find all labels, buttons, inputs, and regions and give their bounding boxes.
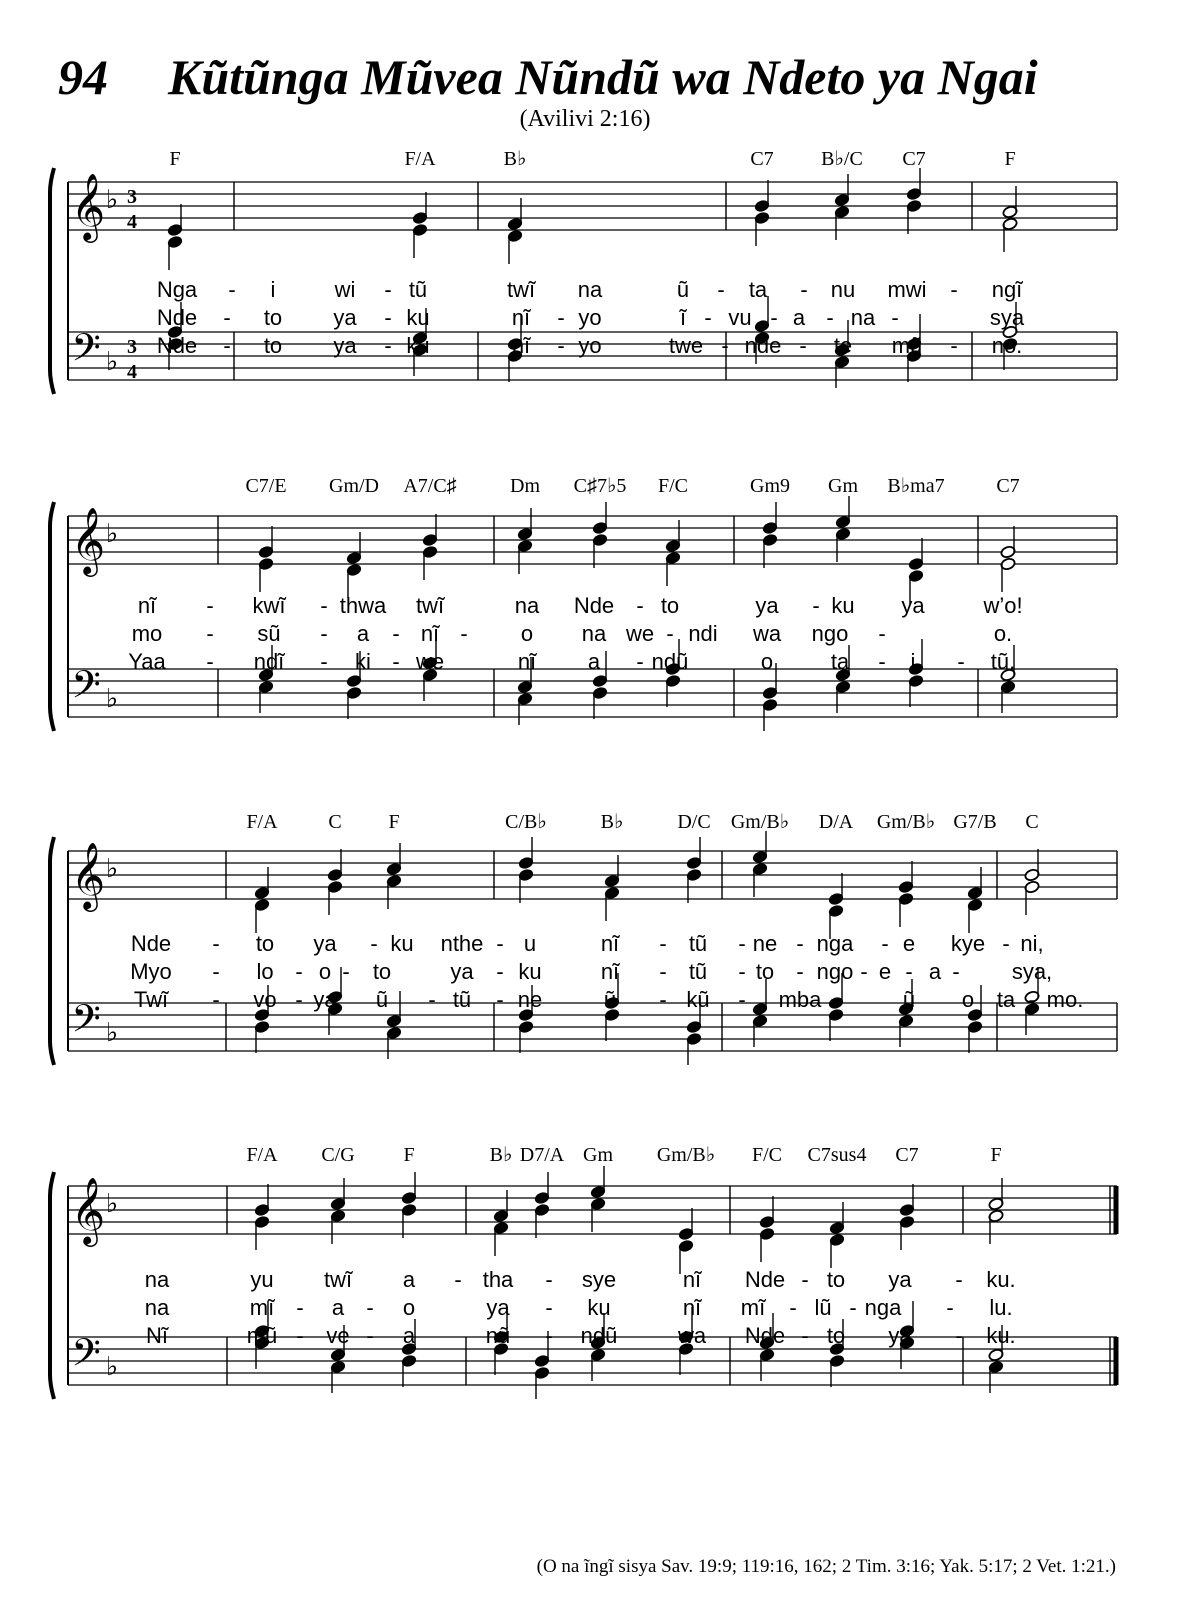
lyric-syllable: ndũ [580,1323,618,1348]
lyric-syllable: vu [728,305,752,330]
lyric-syllable: nde [744,333,782,358]
chord-symbol: F/A [246,1144,278,1166]
lyric-hyphen: - [384,333,392,358]
lyric-syllable: nĩ [600,959,620,984]
lyric-hyphen: - [206,621,214,646]
lyric-hyphen: - [950,277,958,302]
lyric-syllable: na [577,277,603,302]
chord-symbol: Dm [510,475,540,497]
lyric-hyphen: - [392,649,400,674]
lyric-syllable: o. [993,621,1013,646]
chord-symbol: Gm [828,475,858,497]
lyric-hyphen: - [704,305,712,330]
music-system [50,148,1117,394]
lyric-syllable: ũ [375,987,389,1012]
lyric-syllable: a [792,305,806,330]
lyric-hyphen: - [789,1295,797,1320]
lyric-hyphen: - [800,277,808,302]
key-signature-flat: ♭ [105,1352,119,1382]
lyric-hyphen: - [228,277,236,302]
lyric-syllable: Nde [156,333,198,358]
lyric-hyphen: - [1002,931,1010,956]
lyric-syllable: o [961,987,975,1012]
lyric-syllable: ndĩ [253,649,285,674]
chord-symbol: Gm [583,1144,613,1166]
lyric-syllable: e [878,959,892,984]
lyric-syllable: tha [482,1267,514,1292]
key-signature-flat: ♭ [105,854,119,884]
lyric-syllable: nĩ [682,1295,702,1320]
lyric-syllable: kye [950,931,986,956]
lyric-syllable: wa [677,1323,707,1348]
lyric-syllable: nĩ [137,593,157,618]
bass-clef: 𝄢 [71,325,101,379]
lyric-syllable: tũ [688,931,708,956]
lyric-syllable: na [144,1267,170,1292]
lyric-syllable: Yaa [128,649,166,674]
lyric-syllable: i [910,649,916,674]
lyric-hyphen: - [905,959,913,984]
lyric-syllable: o [520,621,534,646]
lyric-syllable: ya [755,593,779,618]
chord-symbol: B♭/C [821,148,863,170]
lyric-syllable: sye [581,1267,617,1292]
treble-clef: 𝄞 [70,841,106,909]
lyric-hyphen: - [212,959,220,984]
lyric-syllable: ndi [688,621,718,646]
chord-symbol: B♭ [600,811,624,833]
lyric-hyphen: - [428,987,436,1012]
lyric-syllable: yo [578,305,602,330]
lyric-syllable: Twĩ [133,987,169,1012]
lyric-hyphen: - [955,1323,963,1348]
lyric-syllable: twĩ [323,1267,353,1292]
lyric-syllable: kwĩ [252,593,286,618]
lyric-hyphen: - [545,1323,553,1348]
lyric-hyphen: - [796,959,804,984]
lyric-syllable: ne [517,987,543,1012]
lyric-syllable: ya [486,1295,510,1320]
lyric-syllable: a [331,1295,345,1320]
chord-symbol: Gm/B♭ [730,811,790,833]
lyric-syllable: ku [390,931,414,956]
lyric-syllable: o [402,1295,416,1320]
lyric-hyphen: - [320,593,328,618]
lyric-hyphen: - [812,593,820,618]
lyric-syllable: to [826,1267,846,1292]
music-system [50,475,1117,731]
chord-symbol: C [328,811,342,833]
lyric-syllable: sya [989,305,1025,330]
lyric-hyphen: - [295,959,303,984]
music-system [50,811,1117,1065]
lyric-syllable: ki [355,649,371,674]
lyric-syllable: to [263,333,283,358]
lyric-syllable: twĩ [415,593,445,618]
bass-clef: 𝄢 [71,996,101,1050]
time-signature-denominator: 4 [127,361,137,383]
lyric-syllable: wi [334,277,356,302]
lyric-syllable: tũ. [990,649,1016,674]
lyric-syllable: a [356,621,370,646]
lyric-hyphen: - [392,621,400,646]
lyric-syllable: mba [778,987,822,1012]
lyric-hyphen: - [666,621,674,646]
lyric-syllable: nga [864,1295,902,1320]
lyric-syllable: Nde [744,1267,786,1292]
lyric-syllable: tũ [688,959,708,984]
chord-symbol: F/A [404,148,436,170]
lyric-syllable: ku [587,1295,611,1320]
time-signature-denominator: 4 [127,211,137,233]
chord-symbol: D/A [818,811,854,833]
chord-symbol: C/B♭ [505,811,547,833]
lyric-hyphen: - [957,649,965,674]
lyric-hyphen: - [636,593,644,618]
lyric-hyphen: - [659,959,667,984]
lyric-syllable: u [523,931,537,956]
lyric-hyphen: - [878,621,886,646]
lyric-syllable: nĩ [600,931,620,956]
chord-symbol: B♭ [489,1144,513,1166]
lyric-syllable: vo [253,987,277,1012]
lyric-syllable: ũ [603,987,617,1012]
chord-symbol: C♯7♭5 [573,475,627,497]
scripture-reference: (Avilivi 2:16) [519,106,651,132]
chord-symbol: C7 [895,1144,919,1166]
chord-symbol: Gm9 [750,475,790,497]
lyric-syllable: ngo [816,959,854,984]
lyric-syllable: nĩ [511,305,531,330]
lyric-syllable: ũ [902,987,916,1012]
chord-symbol: F/C [751,1144,783,1166]
lyric-hyphen: - [557,333,565,358]
lyric-syllable: wa [752,621,782,646]
lyric-hyphen: - [659,931,667,956]
chord-symbol: D7/A [519,1144,565,1166]
lyric-hyphen: - [796,931,804,956]
lyric-hyphen: - [384,305,392,330]
lyric-syllable: to [255,931,275,956]
lyric-hyphen: - [366,1295,374,1320]
key-signature-flat: ♭ [105,347,119,377]
lyric-syllable: ya [313,987,337,1012]
lyric-syllable: kũ [686,987,710,1012]
lyric-syllable: Myo [130,959,172,984]
lyric-syllable: to [660,593,680,618]
lyric-hyphen: - [738,959,746,984]
lyric-hyphen: - [831,987,839,1012]
lyric-syllable: na [144,1295,170,1320]
lyric-syllable: ne [752,931,778,956]
lyric-syllable: ta [830,649,850,674]
lyric-syllable: to [755,959,775,984]
lyric-syllable: mo [131,621,163,646]
lyric-syllable: Nde [156,305,198,330]
music-system [50,1144,1117,1399]
lyric-syllable: ngo [811,621,849,646]
lyric-syllable: na [850,305,876,330]
lyric-syllable: ku. [986,1267,1016,1292]
lyric-hyphen: - [659,987,667,1012]
lyric-syllable: yu [250,1267,274,1292]
chord-symbol: F [403,1144,415,1166]
chord-symbol: F/A [246,811,278,833]
lyric-syllable: lu. [989,1295,1013,1320]
chord-symbol: C7sus4 [807,1144,867,1166]
lyric-hyphen: - [878,649,886,674]
lyric-hyphen: - [212,931,220,956]
chord-symbol: F [990,1144,1002,1166]
lyric-syllable: mĩ [249,1295,275,1320]
lyric-syllable: to [372,959,392,984]
chord-symbol: F/C [657,475,689,497]
lyric-hyphen: - [212,987,220,1012]
chord-symbol: D/C [677,811,711,833]
chord-symbol: C7 [902,148,926,170]
lyric-hyphen: - [384,277,392,302]
lyric-syllable: nĩ [682,1267,702,1292]
lyric-hyphen: - [296,1295,304,1320]
lyric-hyphen: - [454,1267,462,1292]
lyric-hyphen: - [881,931,889,956]
lyric-syllable: ya [888,1267,912,1292]
lyric-hyphen: - [206,593,214,618]
lyric-syllable: ni, [1020,931,1044,956]
chord-symbol: C [1025,811,1039,833]
lyric-hyphen: - [545,1267,553,1292]
lyric-hyphen: - [1028,987,1036,1012]
treble-clef: 𝄞 [70,506,106,574]
lyric-hyphen: - [496,959,504,984]
lyric-hyphen: - [952,959,960,984]
lyric-syllable: nu [830,277,856,302]
lyric-syllable: o [760,649,774,674]
lyric-hyphen: - [545,1295,553,1320]
system-bracket [50,502,54,731]
lyric-syllable: Nde [573,593,615,618]
lyric-hyphen: - [799,333,807,358]
lyric-syllable: we [415,649,445,674]
lyric-hyphen: - [557,305,565,330]
chord-symbol: F [1004,148,1016,170]
lyric-syllable: w’o! [983,593,1023,618]
chord-symbol: C7 [750,148,774,170]
lyric-syllable: we [625,621,655,646]
bass-clef: 𝄢 [71,662,101,716]
chord-symbol: Gm/B♭ [876,811,936,833]
lyric-syllable: ku [406,333,430,358]
lyric-syllable: ngĩ [991,277,1023,302]
lyric-syllable: lũ [814,1295,832,1320]
lyric-hyphen: - [295,987,303,1012]
chord-symbol: C/G [321,1144,355,1166]
lyric-syllable: te [833,333,853,358]
lyric-syllable: a [402,1267,416,1292]
lyric-hyphen: - [296,1323,304,1348]
system-bracket [50,168,54,394]
lyric-syllable: nĩ [420,621,440,646]
lyric-syllable: tũ [452,987,472,1012]
lyric-syllable: to [263,305,283,330]
lyric-syllable: yo [578,333,602,358]
chord-symbol: B♭ [503,148,527,170]
lyric-hyphen: - [721,333,729,358]
lyric-syllable: ũ [676,277,690,302]
lyric-syllable: twĩ [506,277,536,302]
lyric-syllable: ya [333,333,357,358]
lyric-syllable: a [587,649,601,674]
lyric-hyphen: - [860,959,868,984]
chord-symbol: F [388,811,400,833]
lyric-syllable: Nĩ [146,1323,168,1348]
key-signature-flat: ♭ [105,519,119,549]
key-signature-flat: ♭ [105,185,119,215]
lyric-syllable: o [318,959,332,984]
lyric-syllable: ve [326,1323,350,1348]
lyric-syllable: Nde [130,931,172,956]
chord-symbol: A7/C♯ [403,475,457,497]
lyric-syllable: ta [748,277,768,302]
key-signature-flat: ♭ [105,1018,119,1048]
bass-clef: 𝄢 [71,1330,101,1384]
lyric-syllable: tũ [408,277,428,302]
lyric-hyphen: - [770,305,778,330]
system-bracket [50,1172,54,1399]
lyric-syllable: mwi [887,277,927,302]
lyric-hyphen: - [320,621,328,646]
lyric-hyphen: - [496,987,504,1012]
lyric-hyphen: - [320,649,328,674]
lyric-hyphen: - [366,1323,374,1348]
footer-references: (O na ĩngĩ sisya Sav. 19:9; 119:16, 162; 2 Tim. 3:16; Yak. 5:17; 2 Vet. 1:21.) [536,1556,1116,1577]
lyric-hyphen: - [891,305,899,330]
treble-clef: 𝄞 [70,1176,106,1244]
lyric-hyphen: - [955,1267,963,1292]
lyric-syllable: to [826,1323,846,1348]
lyric-syllable: nga [816,931,854,956]
chord-symbol: C7/E [245,475,287,497]
lyric-syllable: a [928,959,942,984]
lyric-hyphen: - [801,1323,809,1348]
chord-symbol: Gm/B♭ [656,1144,716,1166]
lyric-syllable: na [514,593,540,618]
lyric-syllable: ndũ [651,649,689,674]
lyric-hyphen: - [370,931,378,956]
lyric-syllable: a [402,1323,416,1348]
lyric-hyphen: - [849,1295,857,1320]
lyric-syllable: ya [888,1323,912,1348]
lyric-hyphen: - [636,649,644,674]
lyric-hyphen: - [950,333,958,358]
lyric-syllable: ku. [986,1323,1016,1348]
lyric-hyphen: - [342,959,350,984]
treble-clef: 𝄞 [70,172,106,240]
lyric-syllable: ku [518,959,542,984]
lyric-syllable: twe [668,333,704,358]
lyric-syllable: nthe [440,931,484,956]
lyric-syllable: Nga [156,277,198,302]
lyric-syllable: nũ [485,1323,511,1348]
lyric-syllable: lo [256,959,274,984]
lyric-syllable: mũ [891,333,923,358]
lyric-hyphen: - [826,305,834,330]
lyric-syllable: mo. [1046,987,1084,1012]
key-signature-flat: ♭ [105,1189,119,1219]
lyric-syllable: nĩ [517,649,537,674]
lyric-hyphen: - [946,1295,954,1320]
key-signature-flat: ♭ [105,684,119,714]
chord-symbol: F [169,148,181,170]
lyric-hyphen: - [801,1267,809,1292]
lyric-syllable: no. [991,333,1023,358]
time-signature-numerator: 3 [127,336,137,358]
lyric-syllable: ya [313,931,337,956]
lyric-syllable: e [902,931,916,956]
lyric-syllable: ya [901,593,925,618]
lyric-hyphen: - [223,305,231,330]
lyric-hyphen: - [206,649,214,674]
lyric-syllable: mũ [246,1323,278,1348]
lyric-syllable: sũ [257,621,281,646]
chord-symbol: Gm/D [329,475,379,497]
lyric-syllable: ĩ [679,305,687,330]
lyric-hyphen: - [738,931,746,956]
system-bracket [50,837,54,1065]
lyric-syllable: mĩ [740,1295,766,1320]
hymn-number: 94 [58,49,108,105]
lyric-syllable: na [581,621,607,646]
lyric-syllable: ya [333,305,357,330]
time-signature-numerator: 3 [127,186,137,208]
lyric-syllable: ta [996,987,1016,1012]
lyric-hyphen: - [496,931,504,956]
chord-symbol: C7 [996,475,1020,497]
lyric-hyphen: - [460,621,468,646]
lyric-syllable: Nde [744,1323,786,1348]
lyric-syllable: i [270,277,276,302]
lyric-hyphen: - [223,333,231,358]
lyric-syllable: ku [831,593,855,618]
lyric-hyphen: - [717,277,725,302]
lyric-syllable: nĩ [511,333,531,358]
chord-symbol: G7/B [953,811,997,833]
lyric-syllable: sya, [1011,959,1053,984]
lyric-syllable: ya [450,959,474,984]
hymn-title: Kũtũnga Mũvea Nũndũ wa Ndeto ya Ngai [168,49,1038,105]
lyric-syllable: thwa [339,593,387,618]
chord-symbol: B♭ma7 [887,475,945,497]
lyric-syllable: ku [406,305,430,330]
lyric-hyphen: - [738,987,746,1012]
